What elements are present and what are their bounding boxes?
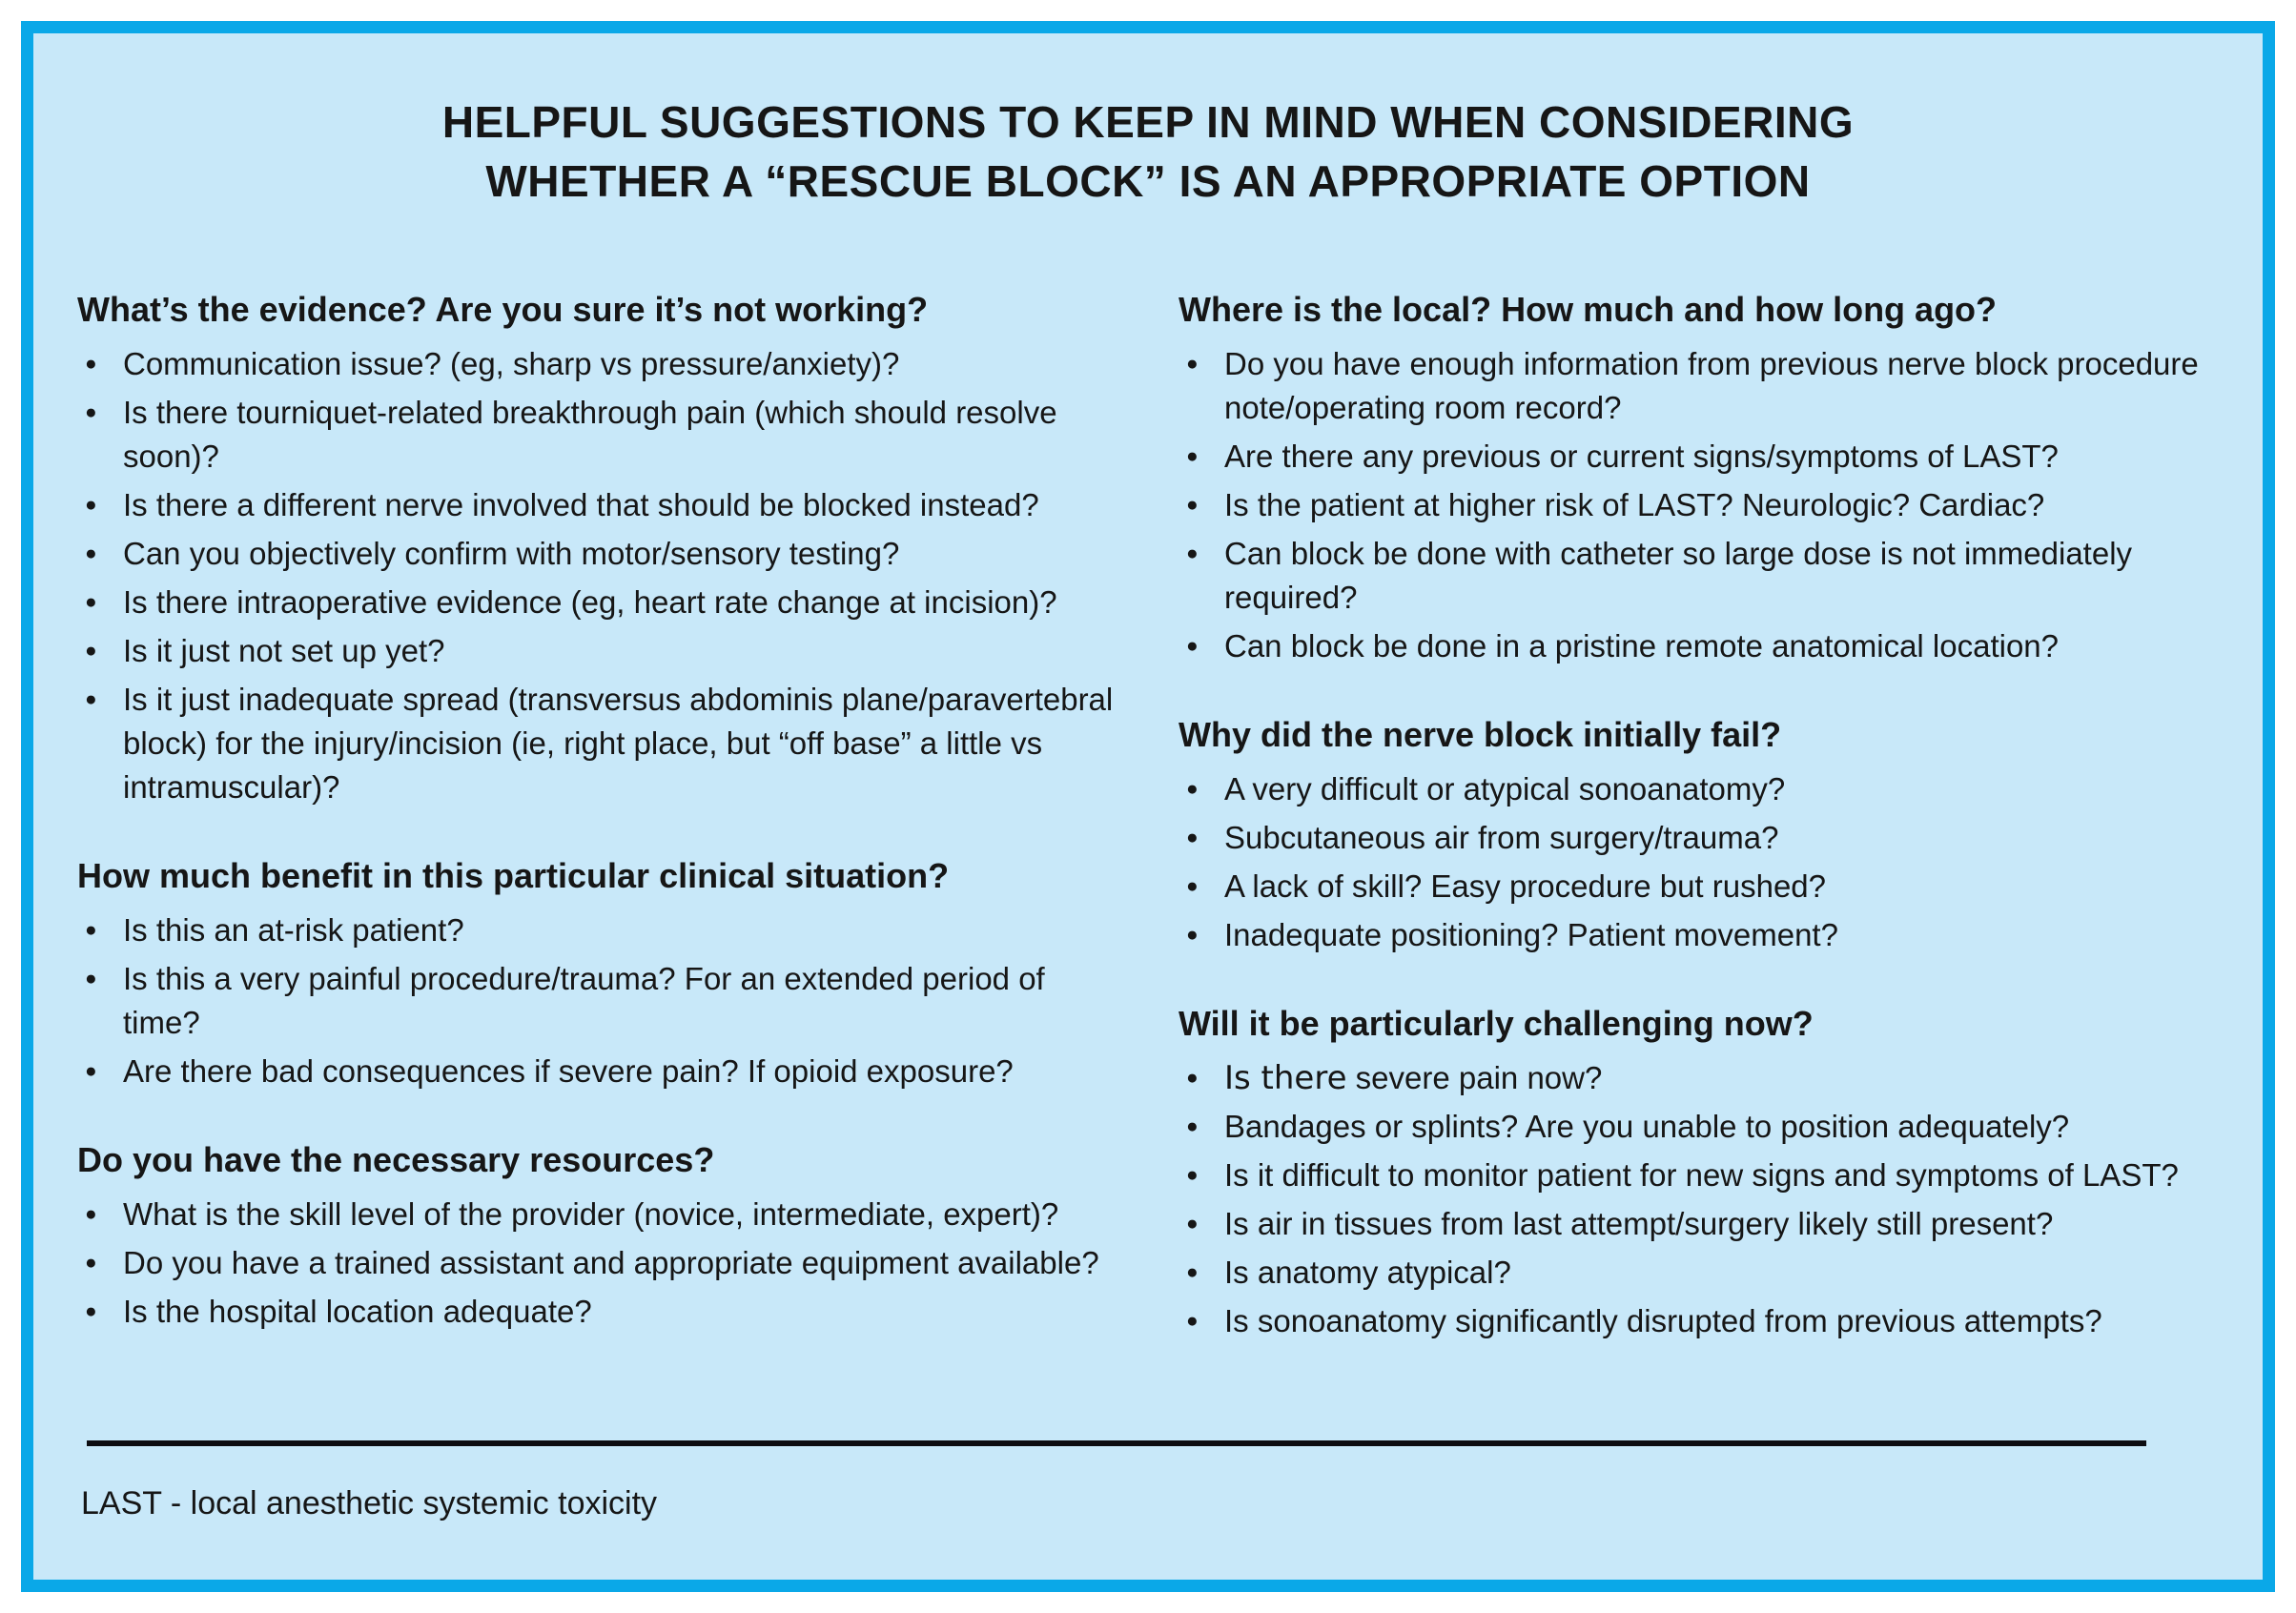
bullet-icon: ● xyxy=(85,591,97,613)
list-item-text: Is there tourniquet-related breakthrough pain (which should resolve soon)? xyxy=(123,395,1057,474)
section-heading: Where is the local? How much and how long ago? xyxy=(1179,290,1998,329)
list-item xyxy=(1179,342,2219,430)
list-item xyxy=(77,1241,1117,1285)
list-item xyxy=(1179,913,2219,957)
title-line-2: WHETHER A “RESCUE BLOCK” IS AN APPROPRIATE OPTION xyxy=(485,156,1811,206)
figure-content xyxy=(33,33,2263,1524)
list-item xyxy=(77,391,1117,479)
bullet-icon: ● xyxy=(1186,1164,1199,1186)
list-item xyxy=(77,581,1117,624)
list-item-text: Is it just inadequate spread (transversus abdominis plane/​paravertebral block) for the injury/incision (ie, right place, but “off base” a little vs intramuscular)? xyxy=(123,682,1114,805)
list-item xyxy=(77,1050,1117,1093)
section-local xyxy=(1179,287,2219,668)
list-item xyxy=(1179,1202,2219,1246)
list-item-text: Is the patient at higher risk of LAST? Neurologic? Cardiac? xyxy=(1224,487,2045,522)
section-why-fail xyxy=(1179,712,2219,957)
bullet-icon: ● xyxy=(85,1300,97,1322)
bullet-icon: ● xyxy=(1186,542,1199,564)
list-item-text: Communication issue? (eg, sharp vs pressure/anxiety)? xyxy=(123,346,900,381)
list-item-text: Is this a very painful procedure/trauma? For an extended period of time? xyxy=(123,961,1045,1040)
list-item-text: Is there intraoperative evidence (eg, heart rate change at incision)? xyxy=(123,584,1057,620)
list-item xyxy=(77,1193,1117,1236)
footnote: LAST - local anesthetic systemic toxicity xyxy=(81,1485,658,1521)
bullet-icon: ● xyxy=(1186,875,1199,897)
list-item-text: Is sonoanatomy significantly disrupted from previous attempts? xyxy=(1224,1303,2102,1338)
list-item-text: A very difficult or atypical sonoanatomy? xyxy=(1224,771,1786,806)
section-heading: Do you have the necessary resources? xyxy=(77,1140,715,1179)
list-item xyxy=(77,957,1117,1045)
bullet-icon: ● xyxy=(1186,353,1199,375)
bullet-list xyxy=(77,1193,1117,1334)
footnote-divider xyxy=(87,1440,2146,1446)
list-item xyxy=(1179,865,2219,909)
bullet-icon: ● xyxy=(1186,778,1199,800)
list-item xyxy=(1179,1105,2219,1149)
section-heading: Why did the nerve block initially fail? xyxy=(1179,715,1782,754)
bullet-icon: ● xyxy=(85,1203,97,1225)
list-item-text: Do you have enough information from previous nerve block procedure note/operating room record? xyxy=(1224,346,2199,425)
section-evidence xyxy=(77,287,1117,809)
bullet-icon: ● xyxy=(1186,1067,1199,1089)
bullet-icon: ● xyxy=(1186,1213,1199,1235)
list-item xyxy=(1179,624,2219,668)
section-heading: What’s the evidence? Are you sure it’s not working? xyxy=(77,290,929,329)
footer xyxy=(77,1440,2219,1524)
list-item-text-rest: severe pain now? xyxy=(1346,1060,1603,1095)
list-item-text: Is anatomy atypical? xyxy=(1224,1255,1511,1290)
bullet-icon: ● xyxy=(85,494,97,516)
list-item-text: Can block be done with catheter so large dose is not immediately required? xyxy=(1224,536,2133,615)
list-item-text: Is it just not set up yet? xyxy=(123,633,445,668)
list-item xyxy=(77,909,1117,952)
list-item xyxy=(1179,532,2219,620)
bullet-icon: ● xyxy=(1186,445,1199,467)
section-heading: How much benefit in this particular clinical situation? xyxy=(77,856,950,895)
list-item xyxy=(77,629,1117,673)
list-item xyxy=(1179,483,2219,527)
bullet-icon: ● xyxy=(85,688,97,710)
list-item-text xyxy=(1224,1056,2219,1100)
bullet-icon: ● xyxy=(85,542,97,564)
list-item-text: Is this an at-risk patient? xyxy=(123,912,464,948)
bullet-icon: ● xyxy=(1186,1310,1199,1332)
list-item-text: Do you have a trained assistant and appropriate equipment available? xyxy=(123,1245,1099,1280)
bullet-list xyxy=(77,909,1117,1093)
bullet-icon: ● xyxy=(85,353,97,375)
list-item xyxy=(77,678,1117,809)
list-item xyxy=(1179,435,2219,479)
section-challenging xyxy=(1179,1001,2219,1343)
list-item xyxy=(1179,816,2219,860)
bullet-icon: ● xyxy=(85,919,97,941)
list-item xyxy=(1179,1251,2219,1295)
list-item xyxy=(1179,1154,2219,1197)
bullet-icon: ● xyxy=(85,401,97,423)
list-item-text: A lack of skill? Easy procedure but rushed? xyxy=(1224,868,1827,904)
bullet-list xyxy=(1179,1056,2219,1343)
list-item-text: Is it difficult to monitor patient for new signs and symptoms of LAST? xyxy=(1224,1157,2179,1193)
list-item-text: Are there bad consequences if severe pain? If opioid exposure? xyxy=(123,1053,1014,1089)
bullet-icon: ● xyxy=(1186,494,1199,516)
section-heading: Will it be particularly challenging now? xyxy=(1179,1004,1814,1043)
title-line-1: HELPFUL SUGGESTIONS TO KEEP IN MIND WHEN CONSIDERING xyxy=(441,97,1855,147)
list-item xyxy=(77,1290,1117,1334)
bullet-icon: ● xyxy=(1186,1261,1199,1283)
section-benefit xyxy=(77,853,1117,1093)
bullet-icon: ● xyxy=(1186,827,1199,848)
figure-panel xyxy=(21,21,2275,1592)
columns xyxy=(77,287,2219,1387)
bullet-icon: ● xyxy=(85,1060,97,1082)
list-item-text: Subcutaneous air from surgery/trauma? xyxy=(1224,820,1779,855)
section-resources xyxy=(77,1137,1117,1334)
list-item xyxy=(1179,767,2219,811)
bullet-list xyxy=(1179,767,2219,957)
figure-title xyxy=(77,92,2219,211)
list-item-text: Bandages or splints? Are you unable to position adequately? xyxy=(1224,1109,2070,1144)
bullet-icon: ● xyxy=(85,640,97,662)
list-item-text: Is air in tissues from last attempt/surgery likely still present? xyxy=(1224,1206,2054,1241)
list-item xyxy=(1179,1299,2219,1343)
list-item-text: What is the skill level of the provider (novice, intermediate, expert)? xyxy=(123,1196,1059,1232)
list-item xyxy=(77,483,1117,527)
list-item-text: Can you objectively confirm with motor/sensory testing? xyxy=(123,536,900,571)
bullet-list xyxy=(77,342,1117,809)
left-column xyxy=(77,287,1117,1387)
list-item xyxy=(1179,1056,2219,1100)
list-item-text-alt-font: Is there xyxy=(1224,1059,1347,1097)
list-item-text: Is the hospital location adequate? xyxy=(123,1294,592,1329)
list-item-text: Can block be done in a pristine remote anatomical location? xyxy=(1224,628,2060,664)
bullet-icon: ● xyxy=(1186,1115,1199,1137)
list-item-text: Inadequate positioning? Patient movement? xyxy=(1224,917,1838,952)
bullet-icon: ● xyxy=(1186,924,1199,946)
bullet-icon: ● xyxy=(85,968,97,990)
bullet-icon: ● xyxy=(1186,635,1199,657)
bullet-icon: ● xyxy=(85,1252,97,1274)
bullet-list xyxy=(1179,342,2219,668)
list-item xyxy=(77,532,1117,576)
list-item xyxy=(77,342,1117,386)
right-column xyxy=(1179,287,2219,1387)
list-item-text: Are there any previous or current signs/symptoms of LAST? xyxy=(1224,439,2059,474)
list-item-text: Is there a different nerve involved that should be blocked instead? xyxy=(123,487,1039,522)
